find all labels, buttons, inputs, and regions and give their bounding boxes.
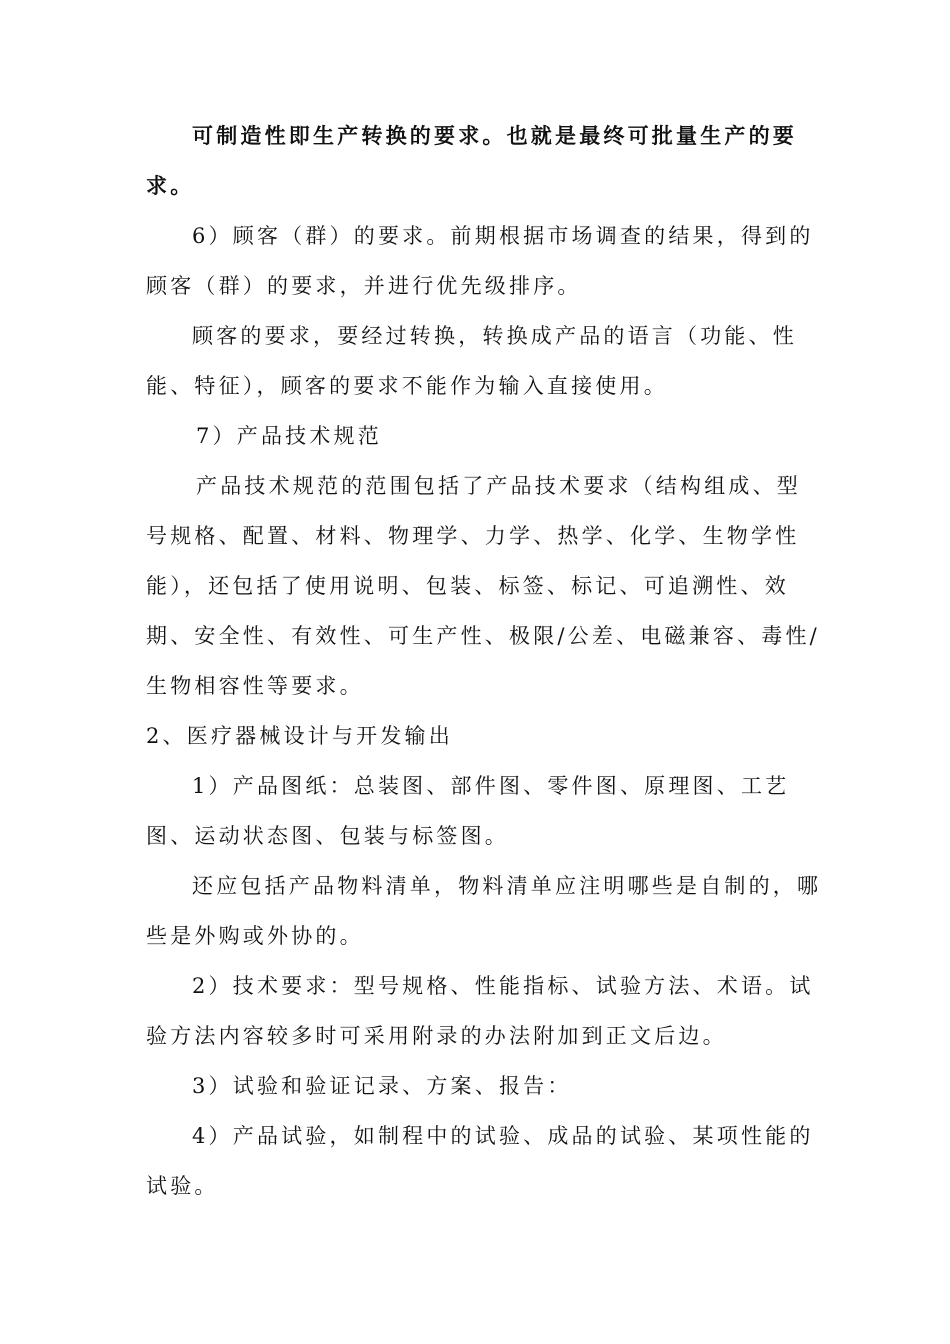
- paragraph-line: 产品技术规范的范围包括了产品技术要求（结构组成、型: [196, 474, 801, 498]
- paragraph-line: 求。: [146, 173, 195, 198]
- paragraph-line: 号规格、配置、材料、物理学、力学、热学、化学、生物学性: [146, 524, 800, 548]
- section-heading: 7）产品技术规范: [196, 424, 382, 448]
- paragraph-line: 期、安全性、有效性、可生产性、极限/公差、电磁兼容、毒性/: [146, 624, 820, 648]
- paragraph-line: 能），还包括了使用说明、包装、标签、标记、可追溯性、效: [146, 574, 789, 598]
- paragraph-line: 验方法内容较多时可采用附录的办法附加到正文后边。: [146, 1024, 727, 1048]
- paragraph-line: 可制造性即生产转换的要求。也就是最终可批量生产的要: [192, 123, 797, 148]
- paragraph-line: 图、运动状态图、包装与标签图。: [146, 824, 509, 848]
- paragraph-line: 4）产品试验，如制程中的试验、成品的试验、某项性能的: [192, 1124, 814, 1148]
- paragraph-line: 生物相容性等要求。: [146, 674, 364, 698]
- paragraph-line: 试验。: [146, 1174, 219, 1198]
- paragraph-line: 些是外购或外协的。: [146, 924, 364, 948]
- paragraph-line: 还应包括产品物料清单，物料清单应注明哪些是自制的，哪: [192, 874, 822, 898]
- paragraph-line: 3）试验和验证记录、方案、报告：: [192, 1074, 572, 1098]
- paragraph-line: 2）技术要求：型号规格、性能指标、试验方法、术语。试: [192, 974, 814, 998]
- paragraph-line: 顾客（群）的要求，并进行优先级排序。: [146, 274, 582, 298]
- section-heading: 2、医疗器械设计与开发输出: [146, 724, 453, 748]
- paragraph-line: 6）顾客（群）的要求。前期根据市场调查的结果，得到的: [192, 224, 814, 248]
- paragraph-line: 1）产品图纸：总装图、部件图、零件图、原理图、工艺: [192, 774, 790, 798]
- paragraph-line: 顾客的要求，要经过转换，转换成产品的语言（功能、性: [192, 324, 797, 348]
- paragraph-line: 能、特征），顾客的要求不能作为输入直接使用。: [146, 374, 668, 398]
